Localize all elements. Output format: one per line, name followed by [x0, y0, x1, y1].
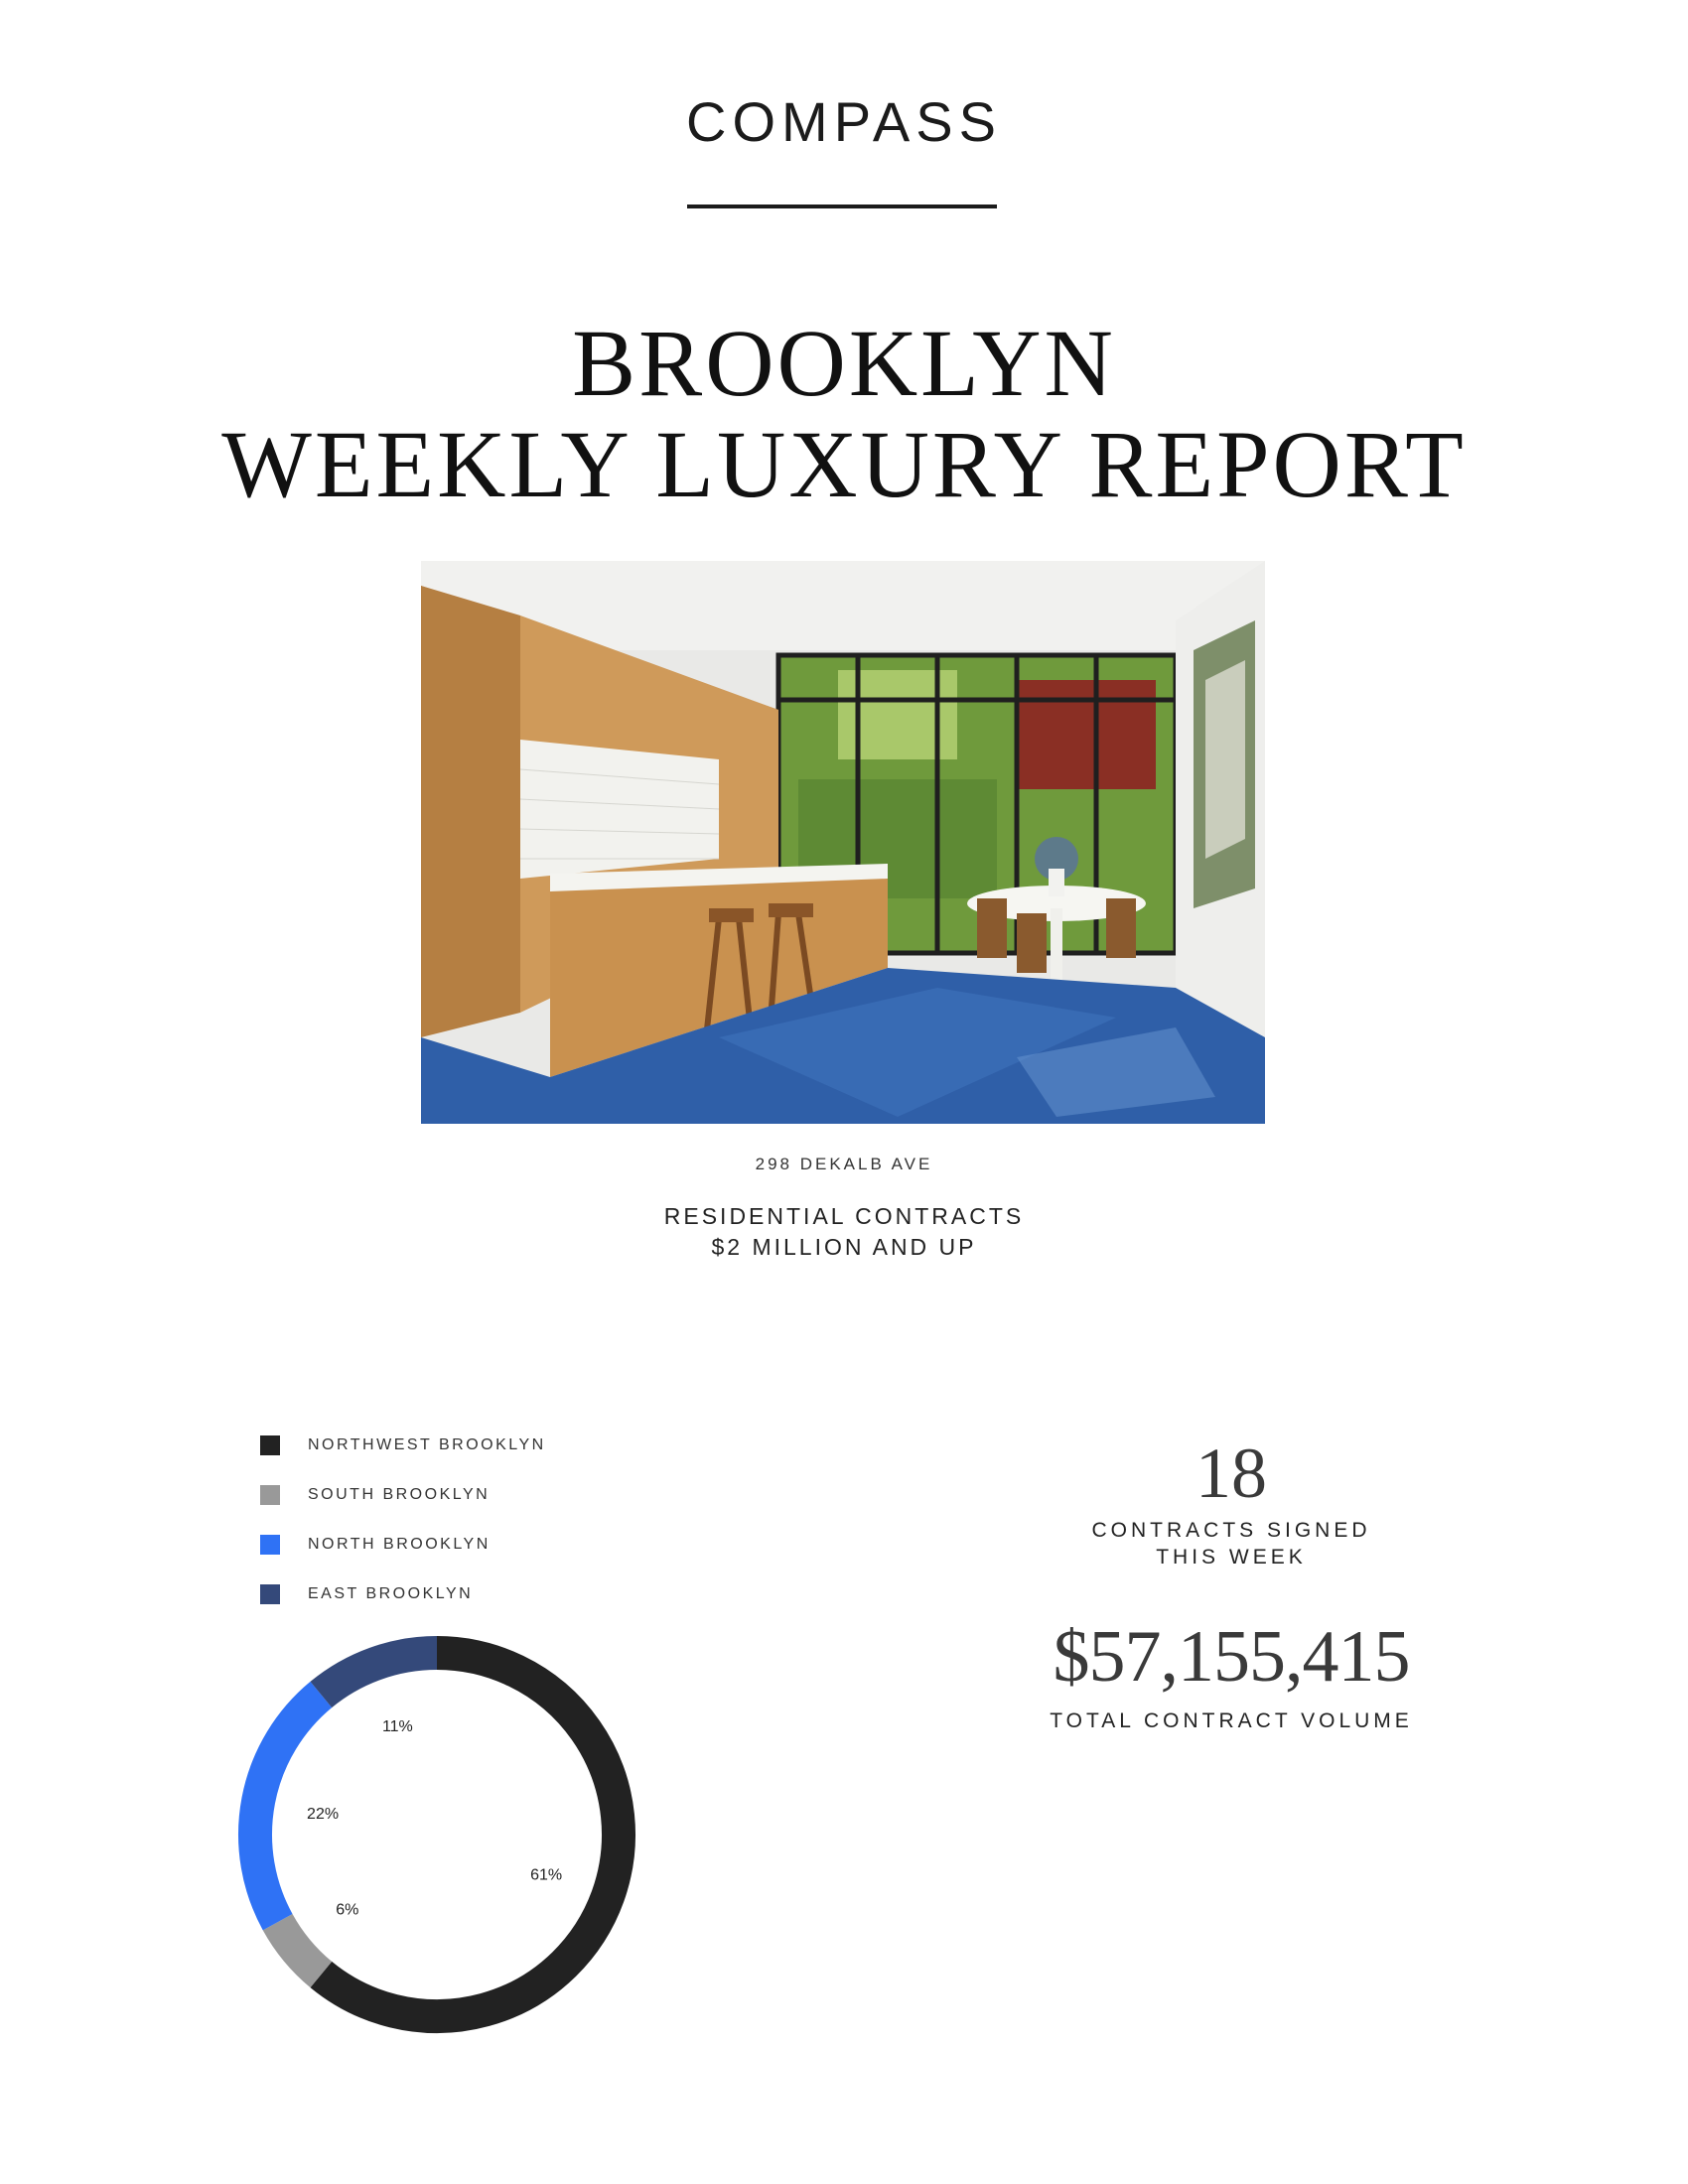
- contracts-label-line1: CONTRACTS SIGNED: [1091, 1519, 1371, 1542]
- contracts-count: 18: [1196, 1433, 1267, 1513]
- legend-swatch: [260, 1535, 280, 1555]
- contracts-label-line2: THIS WEEK: [1156, 1546, 1307, 1569]
- legend-label: NORTHWEST BROOKLYN: [308, 1436, 546, 1453]
- legend-item: [260, 1535, 657, 1555]
- donut-value-label: 61%: [530, 1866, 563, 1884]
- photo-caption: 298 DEKALB AVE: [755, 1155, 933, 1173]
- legend-swatch: [260, 1485, 280, 1505]
- compass-logo: [0, 89, 1688, 154]
- legend-label: EAST BROOKLYN: [308, 1585, 474, 1602]
- kitchen-photo: [421, 561, 1265, 1124]
- contract-volume-label: TOTAL CONTRACT VOLUME: [1050, 1709, 1413, 1732]
- legend-label: NORTH BROOKLYN: [308, 1536, 491, 1553]
- legend-swatch: [260, 1584, 280, 1604]
- legend-item: [260, 1485, 657, 1505]
- donut-slice-south-brooklyn: [278, 1922, 322, 1975]
- logo-text: COMPASS: [686, 90, 1002, 153]
- donut-value-label: 6%: [336, 1901, 359, 1919]
- contract-volume: $57,155,415: [1053, 1616, 1410, 1698]
- legend-item: [260, 1584, 657, 1604]
- legend-label: SOUTH BROOKLYN: [308, 1486, 491, 1503]
- donut-slice-east-brooklyn: [321, 1653, 437, 1695]
- donut-chart: [228, 1626, 645, 2043]
- donut-value-label: 11%: [381, 1717, 413, 1735]
- subtitle-line1: RESIDENTIAL CONTRACTS: [663, 1203, 1025, 1229]
- report-title-line2: WEEKLY LUXURY REPORT: [221, 411, 1467, 517]
- donut-slice-northwest-brooklyn: [321, 1653, 619, 2016]
- subtitle-line2: $2 MILLION AND UP: [711, 1234, 977, 1260]
- donut-value-label: 22%: [307, 1806, 340, 1824]
- legend-item: [260, 1435, 657, 1455]
- legend-swatch: [260, 1435, 280, 1455]
- report-title-line1: BROOKLYN: [572, 310, 1116, 416]
- logo-divider: [687, 205, 997, 208]
